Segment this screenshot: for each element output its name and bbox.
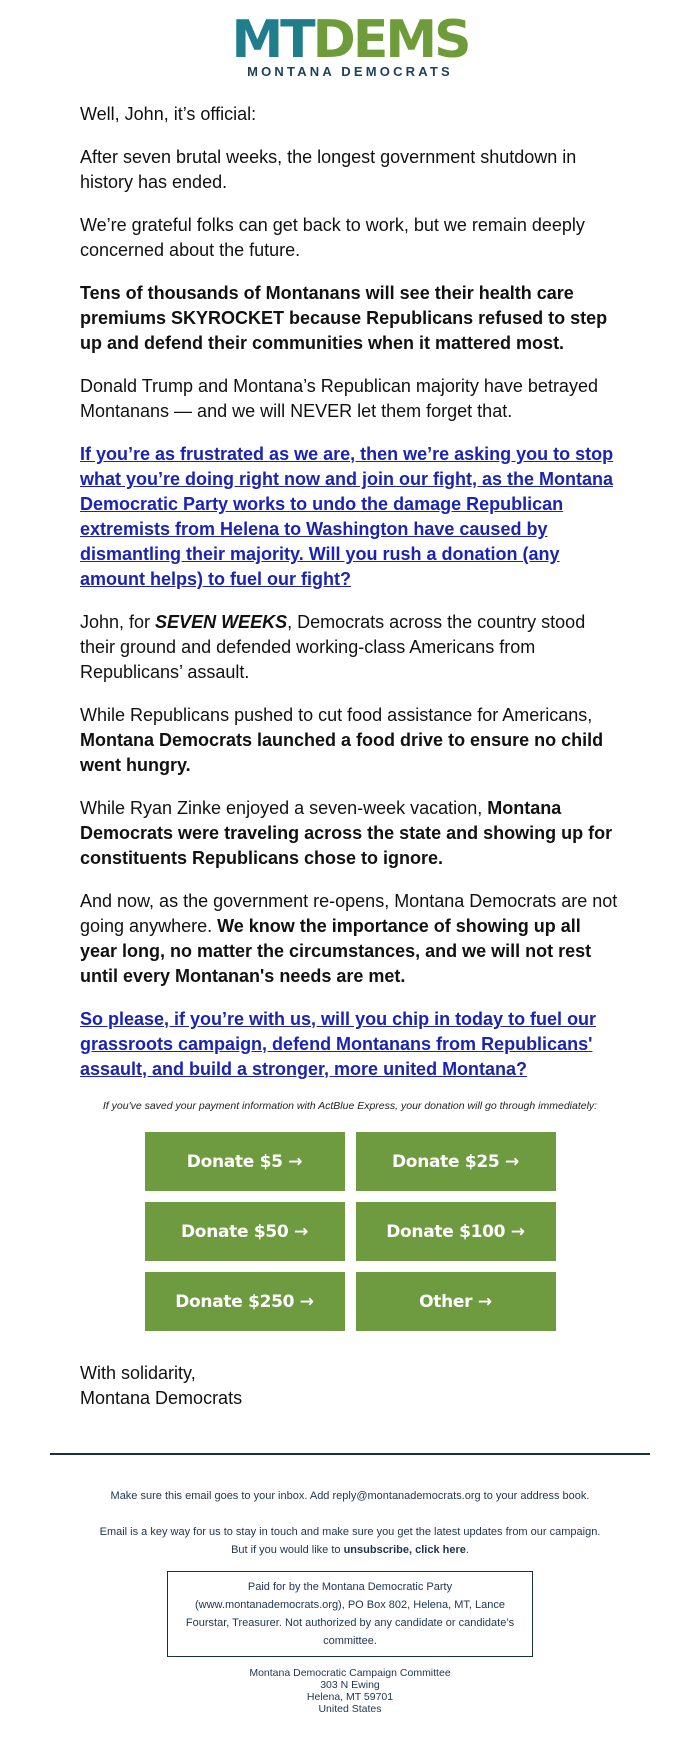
p8-bold: We know the importance of showing up all year long, no matter the circumstances, and we will not rest until every Montanan's needs are met. [80,916,592,986]
donate-100-button[interactable]: Donate $100 → [356,1202,556,1261]
unsubscribe-link[interactable]: unsubscribe, click here [343,1544,466,1556]
p8-pre: And now, as the government re-opens, Montana Democrats are not going anywhere. [80,891,618,936]
donate-link-2[interactable]: So please, if you’re with us, will you chip in today to fuel our grassroots campaign, defend Montanans from Republicans' assault, and build a stronger, more united Montana? [80,1009,597,1079]
footer [0,1487,700,1715]
donate-link-1[interactable]: If you’re as frustrated as we are, then we’re asking you to stop what you’re doing right now and join our fight, as the Montana Democratic Party works to undo the damage Republican extremists from Helena to Washington have caused by dismantling their majority. Will you rush a donation (any amount helps) to fuel our fight? [80,444,614,589]
unsubscribe-note [0,1523,700,1559]
p6-pre: While Republicans pushed to cut food assistance for Americans, [80,705,593,725]
cta-paragraph-2 [80,1007,620,1082]
donate-50-button[interactable]: Donate $50 → [145,1202,345,1261]
signature [0,1361,700,1411]
logo-mt: MT [231,10,313,70]
paragraph-grateful: We’re grateful folks can get back to work, but we remain deeply concerned about the future. [80,215,585,260]
paragraph-food-drive [80,703,620,778]
signoff: With solidarity, [80,1363,196,1383]
paragraph-zinke [80,796,620,871]
p7-pre: While Ryan Zinke enjoyed a seven-week vacation, [80,798,488,818]
actblue-note: If you've saved your payment information with ActBlue Express, your donation will go through immediately: [102,1100,598,1112]
unsub-post: . [465,1544,469,1556]
paragraph-premiums: Tens of thousands of Montanans will see their health care premiums SKYROCKET because Republicans refused to step up and defend their communities when it mattered most. [80,283,608,353]
greeting: Well, John, it’s official: [80,104,257,124]
paragraph-betrayed: Donald Trump and Montana’s Republican majority have betrayed Montanans — and we will NEVER let them forget that. [80,376,598,421]
address-street: 303 N Ewing [320,1679,380,1691]
mtdems-logo[interactable] [0,0,700,80]
signature-name: Montana Democrats [80,1388,243,1408]
donate-other-button[interactable]: Other → [356,1272,556,1331]
p6-bold: Montana Democrats launched a food drive to ensure no child went hungry. [80,730,604,775]
paragraph-reopens [80,889,620,989]
address-org: Montana Democratic Campaign Committee [249,1667,451,1679]
p5-pre: John, for [80,612,156,632]
paragraph-seven-weeks [80,610,620,685]
logo-dems: DEMS [312,10,469,70]
p5-emphasis: SEVEN WEEKS [155,612,288,632]
donate-250-button[interactable]: Donate $250 → [145,1272,345,1331]
donate-5-button[interactable]: Donate $5 → [145,1132,345,1191]
paid-for-disclaimer: Paid for by the Montana Democratic Party (www.montanademocrats.org), PO Box 802, Helena, MT, Lance Fourstar, Treasurer. Not authorized by any candidate or candidate’s committee. [167,1571,533,1657]
address-country: United States [318,1703,382,1715]
message-content [0,102,700,1082]
footer-divider [50,1453,650,1455]
p7-bold: Montana Democrats were traveling across the state and showing up for constituents Republicans chose to ignore. [80,798,613,868]
logo-subtitle: MONTANA DEMOCRATS [247,64,453,79]
address-city: Helena, MT 59701 [306,1691,394,1703]
cta-paragraph-1 [80,442,620,592]
p5-post: , Democrats across the country stood their ground and defended working-class Americans from Republicans’ assault. [80,612,586,682]
logo-wordmark [231,10,469,70]
paragraph-shutdown-ended: After seven brutal weeks, the longest government shutdown in history has ended. [80,147,577,192]
donate-button-grid [0,1132,700,1331]
mailing-address [0,1667,700,1715]
keyway-text: Email is a key way for us to stay in touch and make sure you get the latest updates from our campaign. [99,1526,601,1538]
inbox-note: Make sure this email goes to your inbox. Add reply@montanademocrats.org to your address book. [110,1490,590,1502]
donate-25-button[interactable]: Donate $25 → [356,1132,556,1191]
unsub-pre: But if you would like to [231,1544,344,1556]
